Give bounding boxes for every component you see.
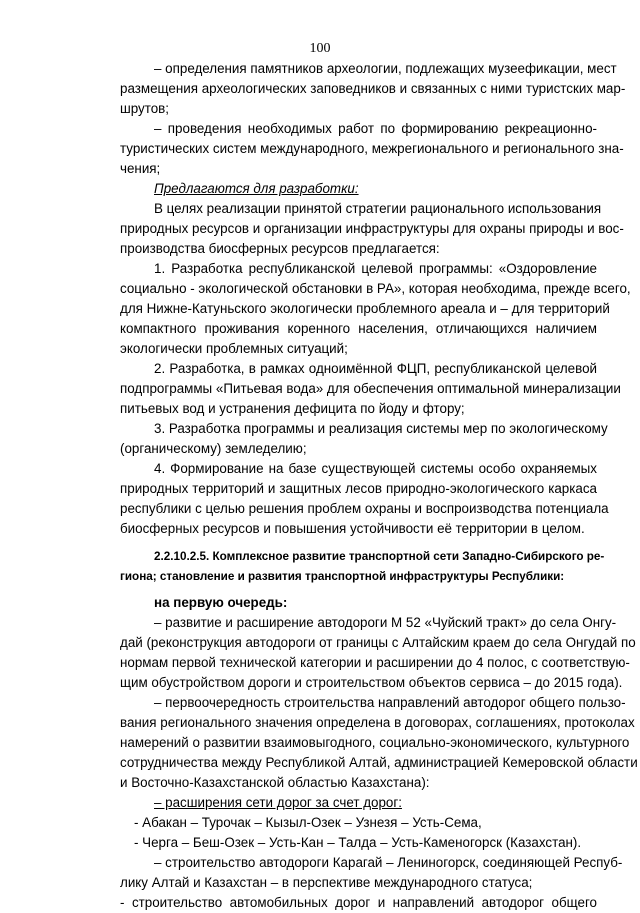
text-line: вания регионального значения определена в договорах, соглашениях, протоколах [120,715,635,730]
text-line: (органическому) земледелию; [120,441,307,456]
text-line: природных ресурсов и организации инфраструктуры для охраны природы и вос- [120,221,624,236]
text-line: нормам первой технической категории и расширении до 4 полос, с соответствую- [120,655,630,670]
text-line: намерений о развитии взаимовыгодного, социально-экономического, культурного [120,735,630,750]
text-line: - Черга – Беш-Озек – Усть-Кан – Талда – Усть-Каменогорск (Казахстан). [134,835,582,850]
text-line: – развитие и расширение автодороги М 52 «Чуйский тракт» до села Онгу- [154,615,617,630]
text-line: – определения памятников археологии, подлежащих музеефикации, мест [154,61,617,76]
section-title: гиона; становление и развития транспортной инфраструктуры Республики: [120,570,565,583]
text-line: республики с целью решения проблем охраны и воспроизводства потенциала [120,501,609,516]
text-line: биосферных ресурсов и повышения устойчивости её территории в целом. [120,521,585,536]
subheading-first-stage: на первую очередь: [154,595,288,610]
text-line: – проведения необходимых работ по формированию рекреационно- [154,121,597,136]
page-number: 100 [309,41,331,56]
text-line: для Нижне-Катуньского экологически проблемного ареала и – для территорий [120,301,610,316]
text-line: шрутов; [120,101,169,116]
text-line: щим обустройством дороги и строительством объектов сервиса – до 2015 года). [120,675,623,690]
text-line: 1. Разработка республиканской целевой программы: «Оздоровление [154,261,597,276]
text-line: – первоочередность строительства направлений автодорог общего пользо- [154,695,626,710]
text-line: 2. Разработка, в рамках одноимённой ФЦП, республиканской целевой [154,361,597,376]
section-heading-text: Предлагаются для разработки: [154,181,359,196]
text-line: – строительство автодороги Карагай – Лениногорск, соединяющей Респуб- [154,855,623,870]
text-line: и Восточно-Казахстанской областью Казахстана): [120,775,430,790]
section-title: 2.2.10.2.5. Комплексное развитие транспортной сети Западно-Сибирского ре- [154,550,605,563]
text-line: 3. Разработка программы и реализация системы мер по экологическому [154,421,608,436]
text-line: чения; [120,161,161,176]
text-line: дай (реконструкция автодороги от границы с Алтайским краем до села Онгудай по [120,635,636,650]
text-line: социально - экологической обстановки в РА», которая необходима, прежде всего, [120,281,631,296]
text-line: природных территорий и защитных лесов природно-экологического каркаса [120,481,597,496]
text-line: В целях реализации принятой стратегии рационального использования [154,201,602,216]
text-line: сотрудничества между Республикой Алтай, администрацией Кемеровской области [120,755,638,770]
list-heading-text: – расширения сети дорог за счет дорог: [154,795,402,810]
text-line: лику Алтай и Казахстан – в перспективе международного статуса; [120,875,533,890]
text-line: - Абакан – Турочак – Кызыл-Озек – Узнезя – Усть-Сема, [134,815,482,830]
text-line: экологически проблемных ситуаций; [120,341,348,356]
text-line: - строительство автомобильных дорог и направлений автодорог общего [120,895,597,910]
text-line: размещения археологических заповедников и связанных с ними туристских мар- [120,81,626,96]
text-line: питьевых вод и устранения дефицита по йоду и фтору; [120,401,465,416]
text-line: компактного проживания коренного населения, отличающихся наличием [120,321,597,336]
text-line: туристических систем международного, межрегионального и регионального зна- [120,141,624,156]
text-line: производства биосферных ресурсов предлагается: [120,241,440,256]
text-line: подпрограммы «Питьевая вода» для обеспечения оптимальной минерализации [120,381,621,396]
text-line: 4. Формирование на базе существующей системы особо охраняемых [154,461,597,476]
